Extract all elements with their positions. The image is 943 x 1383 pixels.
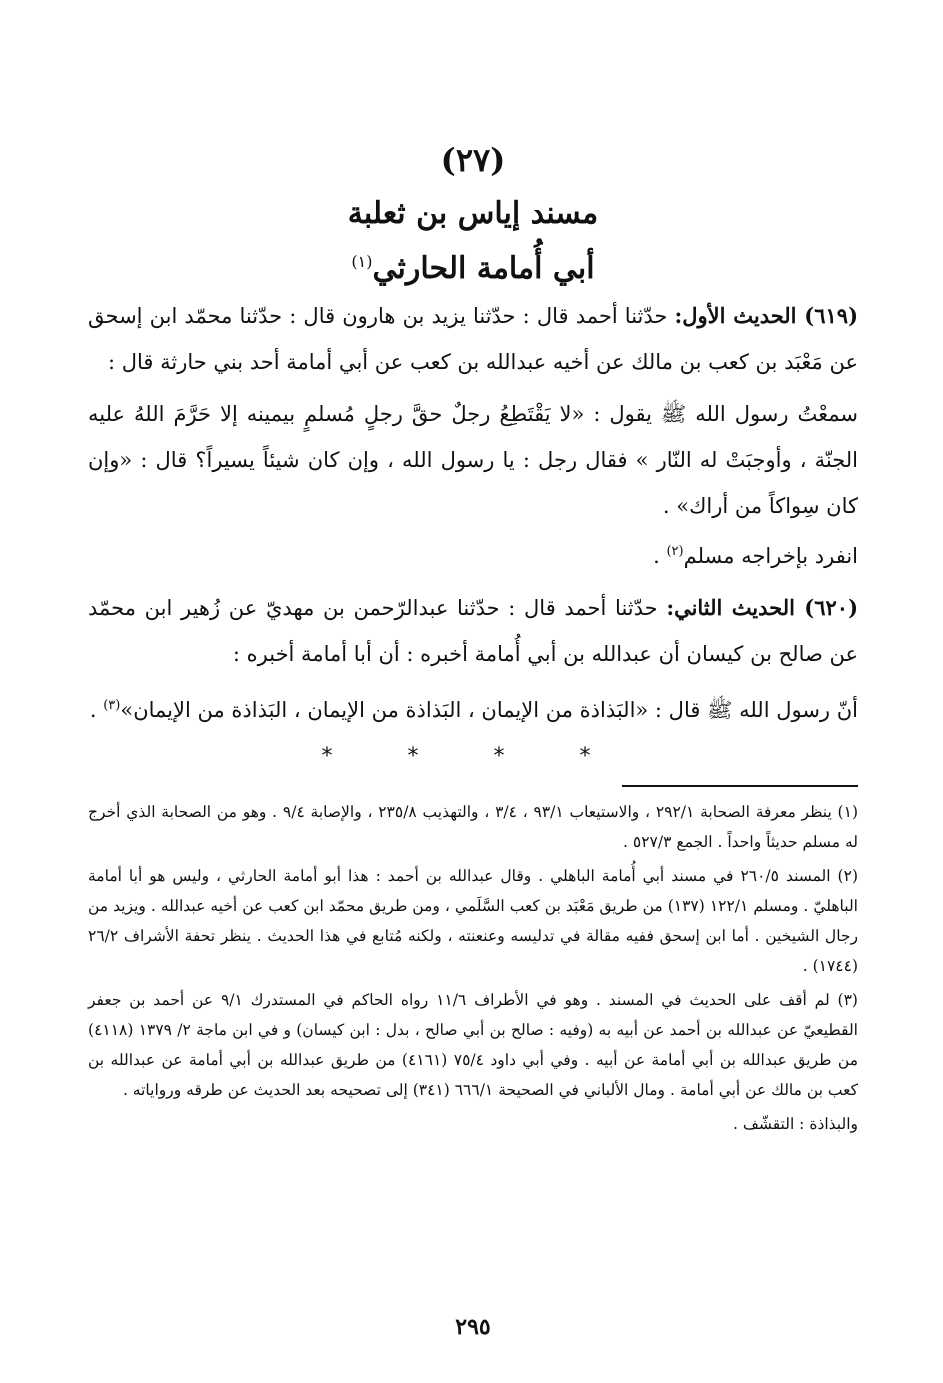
footnote-3: (٣) لم أقف على الحديث في المسند . وهو في الأطراف ١١/٦ رواه الحاكم في المستدرك ٩/١ عن أحمد بن جعفر القطيعيّ عن عبدالله بن أحمد عن أبيه به (وفيه : صالح بن أبي صالح ، بدل : ابن كيسان) و في ابن ماجة ٢/ ١٣٧٩ (٤١١٨) من طريق عبدالله بن أبي أمامة عن أبيه . وفي أبي داود ٧٥/٤ (٤١٦١) من طريق عبدالله بن أبي أمامة عن عبدالله بن كعب بن مالك عن أبي أمامة . ومال الألباني في الصحيحة ٦٦٦/١ (٣٤١) إلى تصحيحه بعد الحديث عن طرقه ورواياته . <box>88 991 859 1099</box>
hadith-2-isnad <box>88 585 858 677</box>
hadith-2-matn <box>88 683 858 733</box>
chapter-number: (٢٧) <box>440 141 506 179</box>
hadith-1-isnad <box>88 293 858 385</box>
footnote-1: (١) ينظر معرفة الصحابة ٢٩٢/١ ، والاستيعاب ٩٣/١ ، ٣/٤ ، والتهذيب ٢٣٥/٨ ، والإصابة ٩/٤ . وهو من الصحابة الذي أخرج له مسلم حديثاً واحداً . الجمع ٥٢٧/٣ . <box>88 803 858 851</box>
section-separator: * * * * <box>321 744 625 769</box>
title-footnote-ref: (١) <box>351 252 373 271</box>
hadith-2-matn-ref: (٣) <box>103 698 121 713</box>
hadith-1-note-text: انفرد بإخراجه مسلم <box>683 544 858 568</box>
hadith-1-isnad-text: حدّثنا أحمد قال : حدّثنا يزيد بن هارون قال : حدّثنا محمّد ابن إسحق عن مَعْبَد بن كعب بن مالك عن أخيه عبدالله بن كعب عن أبي أمامة أحد بني حارثة قال : <box>88 304 858 374</box>
footnote-3-gloss: والبذاذة : التقشّف . <box>732 1115 858 1133</box>
hadith-2-matn-text: أنّ رسول الله ﷺ قال : «البَذاذة من الإيمان ، البَذاذة من الإيمان ، البَذاذة من الإيمان» <box>120 698 858 722</box>
chapter-title-line2 <box>88 238 858 293</box>
hadith-1-note-end: . <box>653 544 667 568</box>
hadith-1-note <box>88 529 858 579</box>
hadith-1-matn: سمعْتُ رسول الله ﷺ يقول : «لا يَقْتَطِعُ رجلٌ حقَّ رجلٍ مُسلمٍ بيمينه إلا حَرَّمَ اللهُ عليه الجنّة ، وأوجبَتْ له النّار » فقال رجل : يا رسول الله ، وإن كان شيئاً يسيراً؟ قال : «وإن كان سِواكاً من أراك» . <box>88 402 858 518</box>
footnote-2: (٢) المسند ٢٦٠/٥ في مسند أبي أُمامة الباهلي . وقال عبدالله بن أحمد : هذا أبو أمامة الحارثي ، وليس هو أبا أمامة الباهليّ . ومسلم ١٢٢/١ (١٣٧) من طريق مَعْبَد بن كعب السَّلَمي ، ومن طريق محمّد ابن كعب عن أخيه عبدالله . ويزيد من رجال الشيخين . أما ابن إسحق ففيه مقالة في تدليسه وعنعنته ، ولكنه مُتابع في هذا الحديث . ينظر تحفة الأشراف ٢٦/٢ (١٧٤٤) . <box>88 867 858 975</box>
page-number: ٢٩٥ <box>455 1314 491 1340</box>
chapter-title-line1: مسند إياس بن ثعلبة <box>347 196 599 231</box>
hadith-1-note-ref: (٢) <box>666 544 684 559</box>
chapter-title-text: أبي أُمامة الحارثي <box>372 251 595 286</box>
footnote-divider <box>622 785 858 787</box>
hadith-2-label: (٦٢٠) الحديث الثاني: <box>666 595 858 620</box>
hadith-1-label: (٦١٩) الحديث الأول: <box>674 303 858 328</box>
book-page <box>88 130 858 1340</box>
hadith-2-isnad-text: حدّثنا أحمد قال : حدّثنا عبدالرّحمن بن مهديّ عن زُهير ابن محمّد عن صالح بن كيسان أن عبدالله بن أبي أُمامة أخبره : أن أبا أمامة أخبره : <box>88 596 858 666</box>
hadith-2-matn-end: . <box>89 698 104 722</box>
